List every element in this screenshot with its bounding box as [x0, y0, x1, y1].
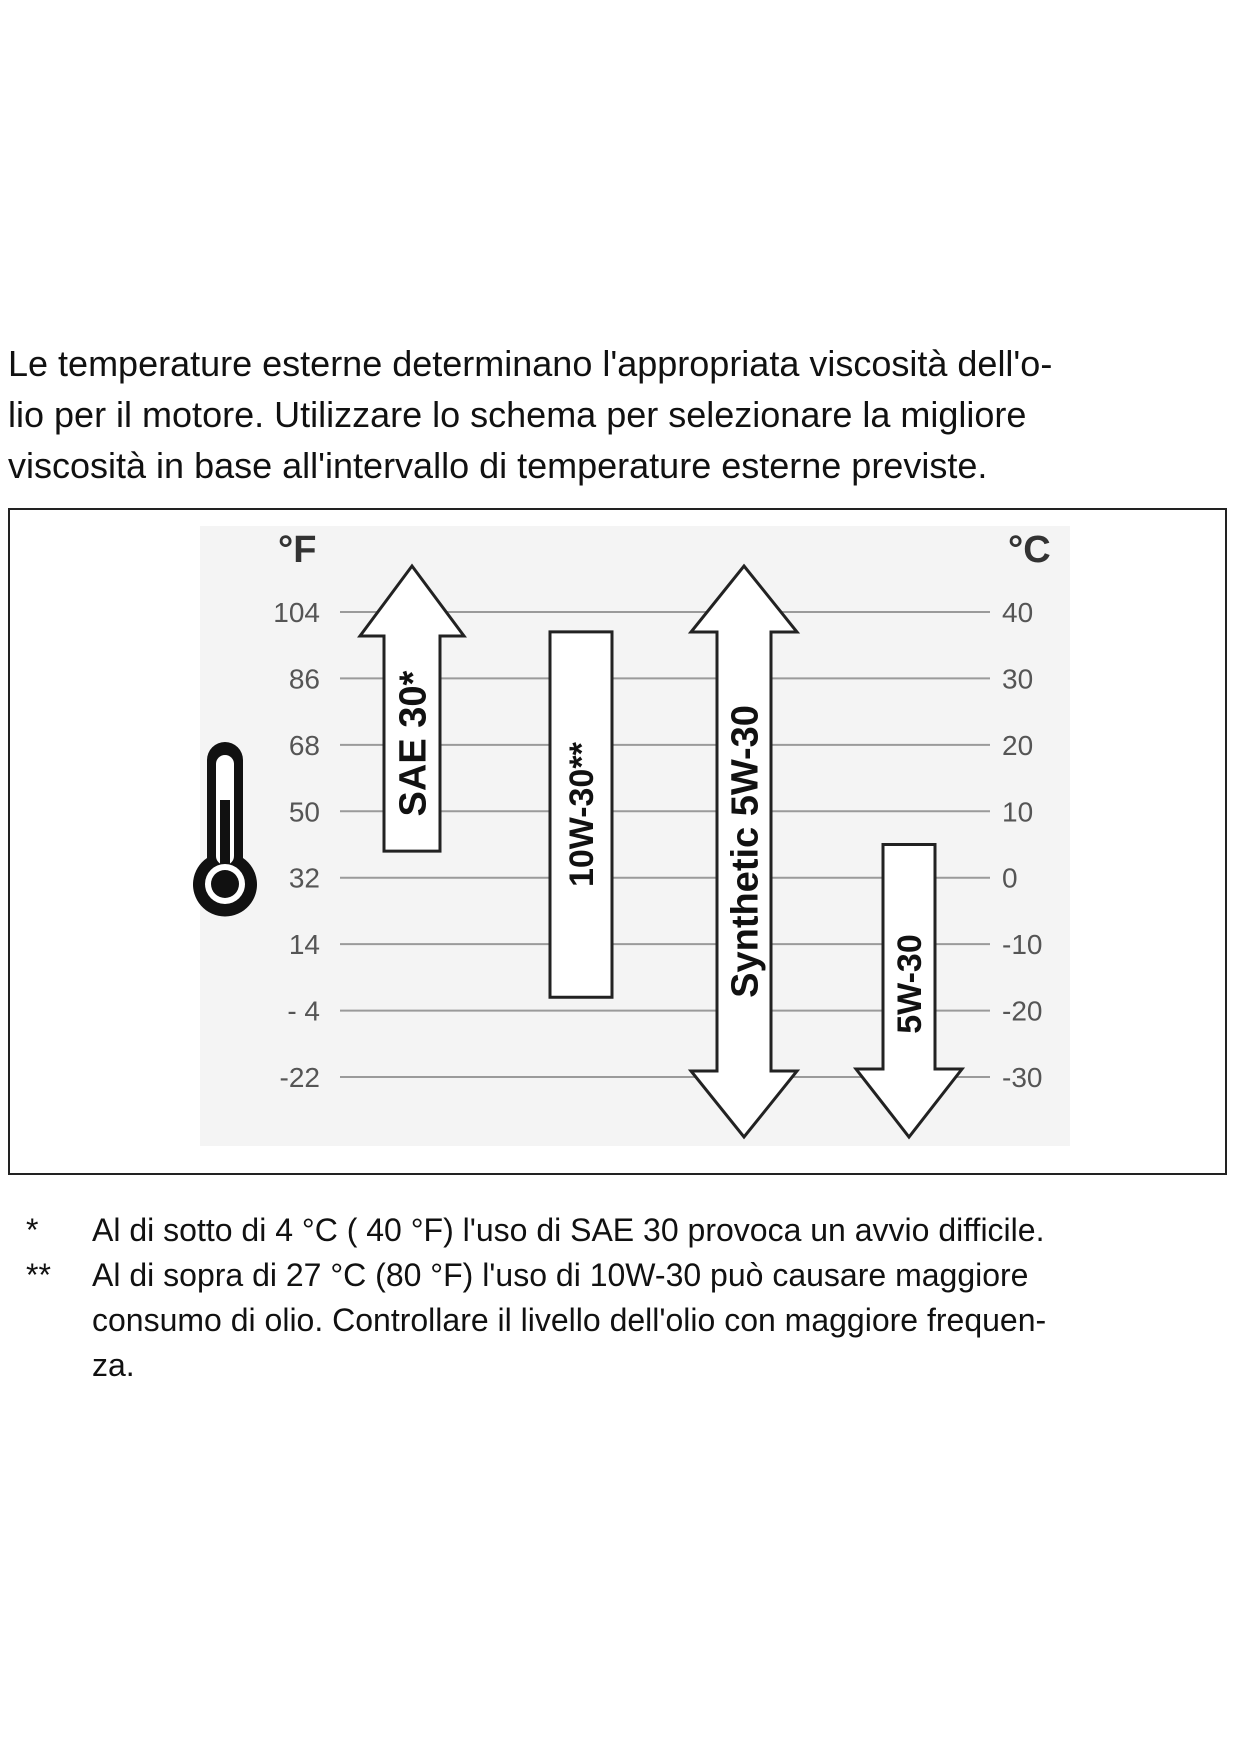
footnote-line: za.	[92, 1347, 135, 1383]
fahrenheit-unit-label: °F	[278, 529, 317, 571]
chart-background	[200, 526, 1070, 1146]
fahrenheit-tick-label: 32	[288, 862, 320, 894]
celsius-tick-label: 0	[1002, 862, 1018, 894]
fahrenheit-tick-label: 68	[288, 729, 320, 761]
footnote-line: Al di sopra di 27 °C (80 °F) l'uso di 10W-30 può causare maggiore	[92, 1257, 1029, 1293]
oil-range-label: 5W-30	[891, 934, 930, 1034]
celsius-tick-label: 40	[1002, 597, 1034, 628]
fahrenheit-tick-label: -22	[279, 1062, 320, 1093]
intro-paragraph	[8, 338, 1233, 491]
celsius-tick-label: 20	[1002, 729, 1034, 761]
celsius-unit-label: °C	[1008, 529, 1051, 571]
footnote-mark: *	[26, 1212, 39, 1248]
celsius-tick-label: 30	[1002, 663, 1034, 695]
celsius-tick-label: -30	[1002, 1062, 1043, 1093]
footnote-text	[92, 1253, 1216, 1388]
fahrenheit-tick-label: 104	[273, 597, 320, 628]
fahrenheit-tick-label: 86	[288, 663, 320, 695]
footnote	[26, 1253, 1216, 1388]
intro-line: Le temperature esterne determinano l'appropriata viscosità dell'o-	[8, 343, 1053, 384]
footnotes	[26, 1208, 1216, 1388]
fahrenheit-tick-label: 14	[288, 929, 320, 961]
intro-line: viscosità in base all'intervallo di temperature esterne previste.	[8, 445, 988, 486]
oil-range-label: SAE 30*	[392, 670, 435, 817]
fahrenheit-tick-label: - 4	[287, 995, 320, 1027]
oil-range-label: 10W-30**	[563, 742, 602, 888]
footnote-line: Al di sotto di 4 °C ( 40 °F) l'uso di SAE 30 provoca un avvio difficile.	[92, 1212, 1045, 1248]
celsius-tick-label: 10	[1002, 796, 1034, 828]
celsius-tick-label: -20	[1002, 995, 1043, 1027]
viscosity-chart-svg	[10, 510, 1225, 1173]
footnote-text	[92, 1208, 1216, 1253]
oil-range-label: Synthetic 5W-30	[724, 705, 767, 998]
celsius-tick-label: -10	[1002, 929, 1043, 961]
footnote	[26, 1208, 1216, 1253]
footnote-mark: **	[26, 1257, 51, 1293]
viscosity-chart	[8, 508, 1227, 1175]
fahrenheit-tick-label: 50	[288, 796, 320, 828]
intro-line: lio per il motore. Utilizzare lo schema per selezionare la migliore	[8, 394, 1027, 435]
footnote-line: consumo di olio. Controllare il livello dell'olio con maggiore frequen-	[92, 1302, 1047, 1338]
